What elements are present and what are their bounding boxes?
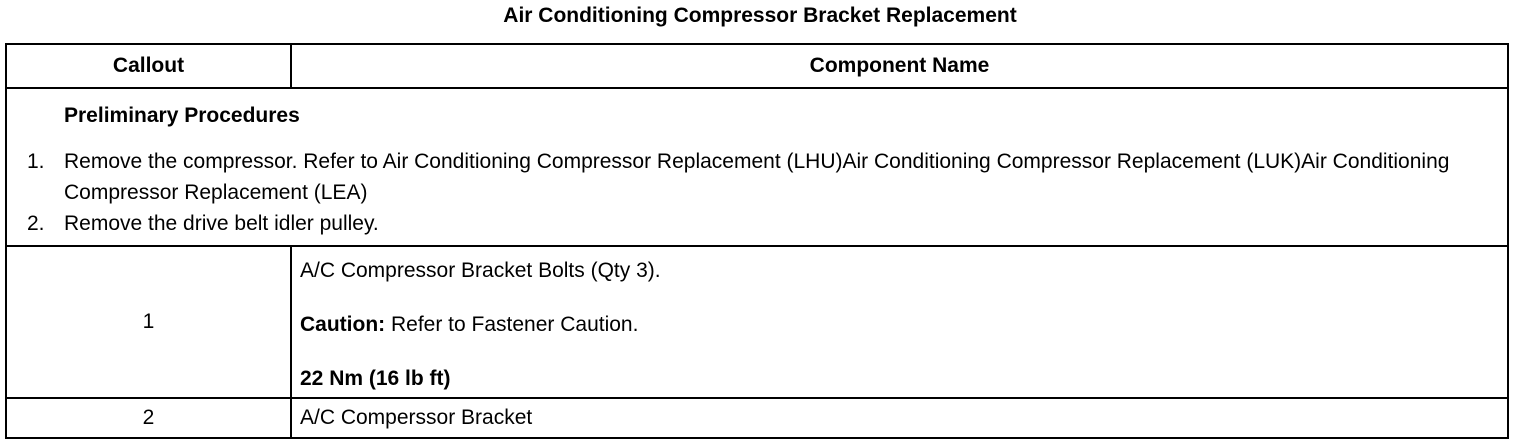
step-number: 2. bbox=[27, 212, 45, 235]
preliminary-step bbox=[7, 146, 1507, 208]
component-name-column-header: Component Name bbox=[291, 44, 1508, 88]
caution-label: Caution: bbox=[300, 313, 386, 336]
preliminary-procedures-heading: Preliminary Procedures bbox=[64, 104, 300, 127]
preliminary-steps-list bbox=[7, 146, 1507, 239]
step-number: 1. bbox=[27, 150, 45, 173]
component-cell bbox=[291, 246, 1508, 398]
caution-text: Refer to Fastener Caution. bbox=[385, 313, 639, 336]
component-name: A/C Compressor Bracket Bolts (Qty 3). bbox=[300, 259, 661, 282]
step-text: Remove the compressor. Refer to Air Conditioning Compressor Replacement (LHU)Air Conditioning Compressor Replacement (LUK)Air Conditioning Compressor Replacement (LEA) bbox=[64, 150, 1450, 204]
preliminary-procedures-row bbox=[6, 88, 1508, 246]
table-row bbox=[6, 246, 1508, 398]
preliminary-step bbox=[7, 208, 1507, 239]
callout-column-header: Callout bbox=[6, 44, 291, 88]
table-row bbox=[6, 398, 1508, 438]
procedure-table bbox=[5, 43, 1509, 439]
preliminary-procedures-cell bbox=[6, 88, 1508, 246]
document-title: Air Conditioning Compressor Bracket Replacement bbox=[503, 4, 1017, 27]
step-text: Remove the drive belt idler pulley. bbox=[64, 212, 379, 235]
component-cell: A/C Comperssor Bracket bbox=[291, 398, 1508, 438]
caution-note bbox=[300, 312, 1507, 338]
torque-spec: 22 Nm (16 lb ft) bbox=[300, 367, 451, 390]
callout-cell: 1 bbox=[6, 246, 291, 398]
callout-cell: 2 bbox=[6, 398, 291, 438]
table-header-row bbox=[6, 44, 1508, 88]
